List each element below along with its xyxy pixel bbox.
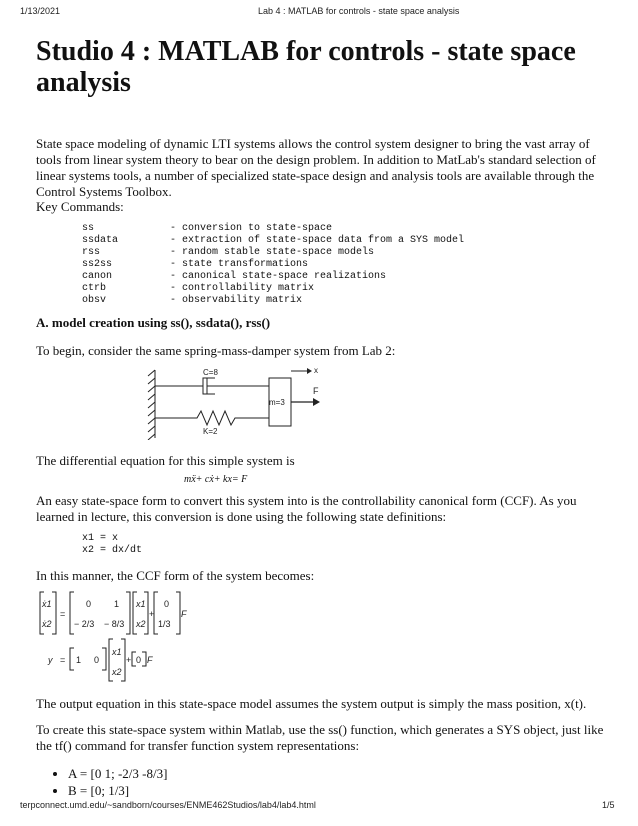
command-desc: - controllability matrix (170, 283, 315, 294)
state-def: x2 = dx/dt (82, 545, 143, 556)
output-F: F (147, 655, 153, 665)
command-name: ctrb (82, 283, 107, 294)
header-page-title: Lab 4 : MATLAB for controls - state space analysis (258, 6, 460, 16)
command-name: obsv (82, 295, 107, 306)
command-desc: - state transformations (170, 259, 309, 270)
header-date: 1/13/2021 (20, 6, 61, 16)
output-equals: = (60, 655, 66, 665)
output-y: y (48, 655, 53, 665)
output-paragraph: The output equation in this state-space model assumes the system output is simply the mass position, x(t). (36, 696, 587, 711)
key-commands-label: Key Commands: (36, 199, 124, 214)
intro-paragraph: State space modeling of dynamic LTI systems allows the control system designer to bring the vast array of tools from linear system theory to bear on the design problem. In addition to MatLab's standard selection of linear systems tools, a number of specialized state-space design and analysis tools are available through the Control Systems Toolbox. (36, 136, 596, 199)
x1dot-symbol: ẋ1 (42, 599, 52, 609)
a21: − 2/3 (74, 619, 95, 629)
list-item: • B = [0; 1/3] (68, 782, 167, 799)
output-x1: x1 (112, 647, 122, 657)
footer-page-number: 1/5 (602, 800, 615, 810)
input-F: F (181, 609, 187, 619)
b1: 0 (164, 599, 170, 609)
spring (155, 411, 269, 425)
command-name: ssdata (82, 235, 119, 246)
command-name: canon (82, 271, 113, 282)
command-desc: - canonical state-space realizations (170, 271, 387, 282)
command-name: ss (82, 223, 95, 234)
matrix-brackets (40, 592, 180, 681)
command-desc: - conversion to state-space (170, 223, 333, 234)
state-def: x1 = x (82, 533, 119, 544)
x-label: x (314, 366, 318, 375)
x2-symbol: x2 (136, 619, 146, 629)
begin-paragraph: To begin, consider the same spring-mass-damper system from Lab 2: (36, 343, 396, 358)
x1-symbol: x1 (136, 599, 146, 609)
damper-label: C=8 (203, 368, 218, 377)
ccf-paragraph: An easy state-space form to convert this system into is the controllability canonical form (CCF). As you learned in lecture, this conversion is done using the following state definitions: (36, 493, 577, 524)
command-desc: - extraction of state-space data from a SYS model (170, 235, 465, 246)
x2dot-symbol: ẋ2 (42, 619, 52, 629)
command-name: rss (82, 247, 101, 258)
spring-label: K=2 (203, 427, 218, 436)
matrix-bullets (36, 765, 167, 799)
footer-url-link[interactable]: terpconnect.umd.edu/~sandborn/courses/ENME462Studios/lab4/lab4.html (20, 800, 316, 810)
spring-mass-damper-figure (145, 360, 335, 440)
ccf-form-paragraph: In this manner, the CCF form of the system becomes: (36, 568, 315, 583)
create-paragraph: To create this state-space system within Matlab, use the ss() function, which generates a SYS object, just like the tf() command for transfer function system representations: (36, 722, 604, 753)
a12: 1 (114, 599, 120, 609)
force-arrow (291, 398, 320, 406)
x-arrow (291, 368, 312, 374)
c1: 1 (76, 655, 82, 665)
b2: 1/3 (158, 619, 171, 629)
page-title: Studio 4 : MATLAB for controls - state space analysis (36, 36, 576, 98)
a22: − 8/3 (104, 619, 125, 629)
list-item: • A = [0 1; -2/3 -8/3] (68, 765, 167, 782)
d-term: 0 (136, 655, 142, 665)
output-x2: x2 (112, 667, 122, 677)
command-name: ss2ss (82, 259, 113, 270)
differential-equation: mẍ+ cẋ+ kx= F (184, 474, 248, 485)
mass-label: m=3 (269, 398, 285, 407)
output-plus: + (126, 655, 132, 665)
command-desc: - random stable state-space models (170, 247, 375, 258)
a11: 0 (86, 599, 92, 609)
damper (155, 378, 269, 394)
c2: 0 (94, 655, 100, 665)
command-desc: - observability matrix (170, 295, 303, 306)
equals-sign: = (60, 609, 66, 619)
force-label: F (313, 386, 319, 396)
state-space-equations (30, 587, 190, 689)
diffeq-paragraph: The differential equation for this simple system is (36, 453, 295, 468)
section-a-heading: A. model creation using ss(), ssdata(), rss() (36, 315, 271, 330)
plus-sign: + (149, 609, 155, 619)
